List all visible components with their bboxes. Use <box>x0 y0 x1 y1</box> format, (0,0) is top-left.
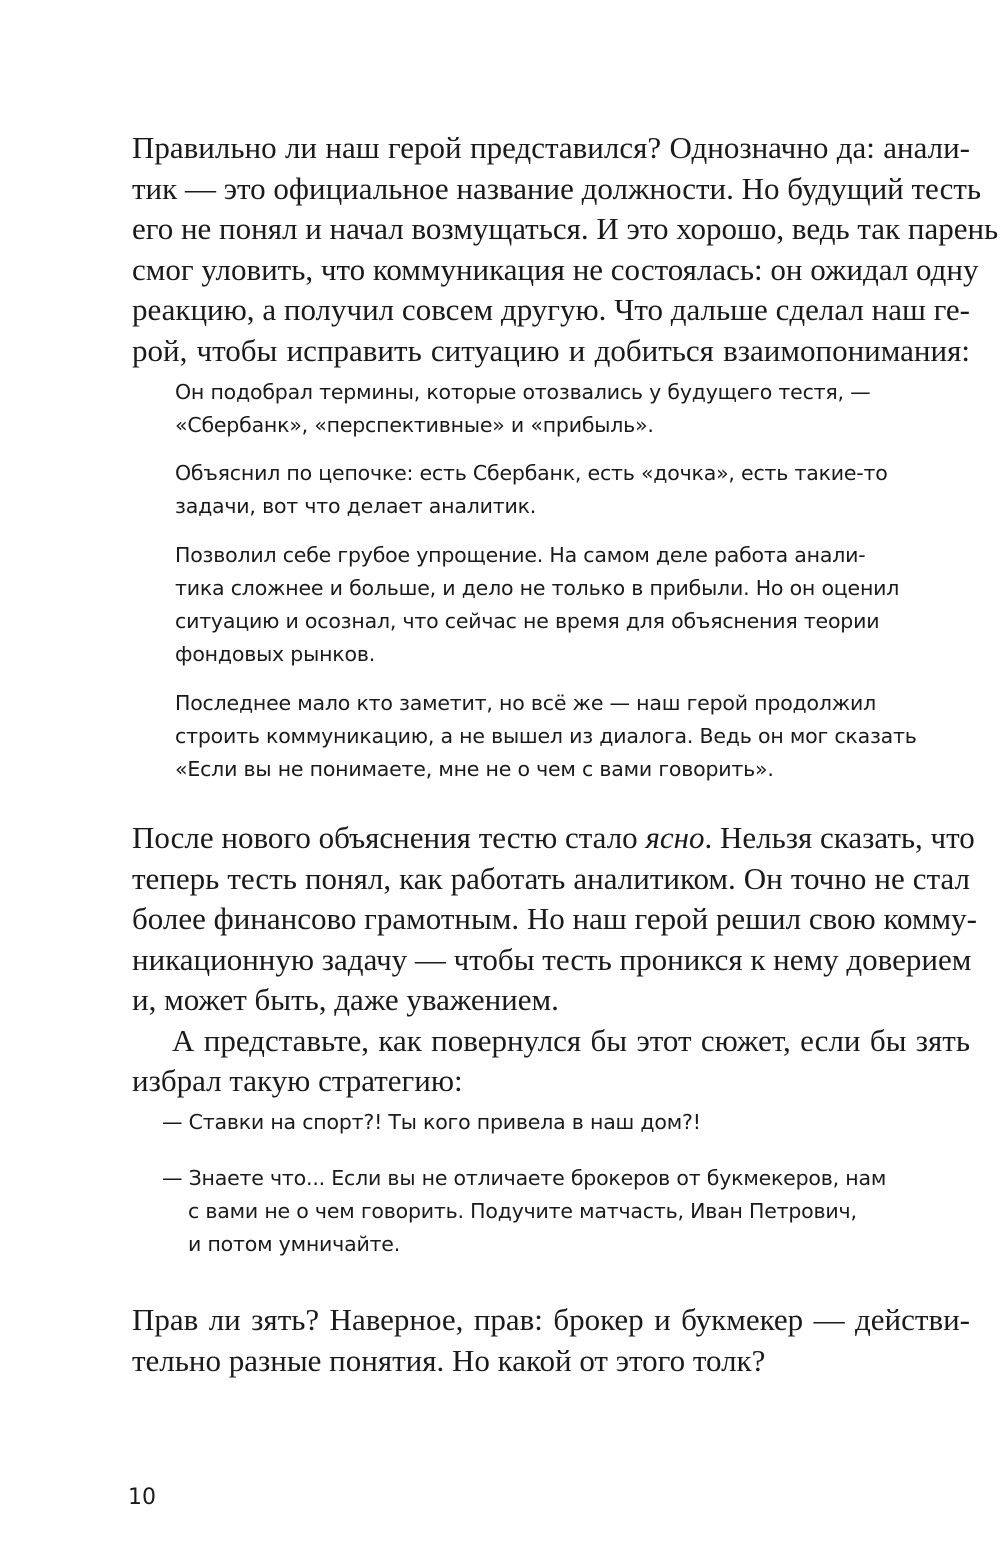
text-line: избрал такую стратегию: <box>132 1063 463 1098</box>
text-line: реакцию, а получил совсем другую. Что дальше сделал наш ге- <box>132 292 970 327</box>
dialogue-line <box>162 1106 952 1139</box>
text-line: рой, чтобы исправить ситуацию и добиться взаимопонимания: <box>132 332 970 368</box>
text-line: Последнее мало кто заметит, но всё же — наш герой продолжил <box>175 691 877 715</box>
text-line: более финансово грамотным. Но наш герой решил свою комму- <box>132 901 977 936</box>
text-line: «Если вы не понимаете, мне не о чем с вами говорить». <box>175 757 774 781</box>
list-item <box>175 539 935 671</box>
text-line: с вами не о чем говорить. Подучите матчасть, Иван Петрович, <box>188 1199 857 1223</box>
text-segment: После нового объяснения тестю стало <box>132 820 646 855</box>
text-line: Объяснил по цепочке: есть Сбербанк, есть «дочка», есть такие-то <box>175 461 888 485</box>
text-line: ситуацию и осознал, что сейчас не время для объяснения теории <box>175 609 880 633</box>
italic-word: ясно <box>645 820 705 855</box>
text-line: строить коммуникацию, а не вышел из диалога. Ведь он мог сказать <box>175 724 917 748</box>
text-line: — Ставки на спорт?! Ты кого привела в наш дом?! <box>162 1110 701 1134</box>
text-line: тельно разные понятия. Но какой от этого толк? <box>132 1342 766 1378</box>
text-line: Прав ли зять? Наверное, прав: брокер и букмекер — действи- <box>132 1302 970 1337</box>
paragraph-intro <box>132 128 999 371</box>
text-line: задачи, вот что делает аналитик. <box>175 494 537 518</box>
text-segment: . Нельзя сказать, что <box>704 820 975 855</box>
paragraph-explanation <box>132 818 977 1102</box>
text-line <box>132 818 975 859</box>
text-line: теперь тесть понял, как работать аналитиком. Он точно не стал <box>132 860 970 896</box>
list-item <box>175 687 935 786</box>
text-line: «Сбербанк», «перспективные» и «прибыль». <box>175 413 654 437</box>
text-line: никационную задачу — чтобы тесть проникся к нему доверием <box>132 941 972 977</box>
text-line: Правильно ли наш герой представился? Однозначно да: анали- <box>132 130 970 165</box>
text-line: А представьте, как повернулся бы этот сюжет, если бы зять <box>172 1022 970 1058</box>
dialogue-line <box>162 1162 952 1261</box>
list-item <box>175 457 935 523</box>
text-line: Позволил себе грубое упрощение. На самом деле работа анали- <box>175 543 866 567</box>
text-line: тик — это официальное название должности. Но будущий тесть <box>132 170 982 206</box>
text-line: его не понял и начал возмущаться. И это хорошо, ведь так парень <box>132 211 999 246</box>
list-item <box>175 376 935 442</box>
text-line: и, может быть, даже уважением. <box>132 982 559 1017</box>
text-line: Он подобрал термины, которые отозвались у будущего тестя, — <box>175 380 871 404</box>
paragraph-conclusion <box>132 1300 970 1381</box>
text-line: и потом умничайте. <box>188 1232 401 1256</box>
text-line: фондовых рынков. <box>175 642 376 666</box>
text-line: — Знаете что... Если вы не отличаете брокеров от букмекеров, нам <box>162 1166 887 1190</box>
text-line: тика сложнее и больше, и дело не только в прибыли. Но он оценил <box>175 576 900 600</box>
page-number: 10 <box>128 1485 156 1510</box>
text-line: смог уловить, что коммуникация не состоялась: он ожидал одну <box>132 251 979 287</box>
